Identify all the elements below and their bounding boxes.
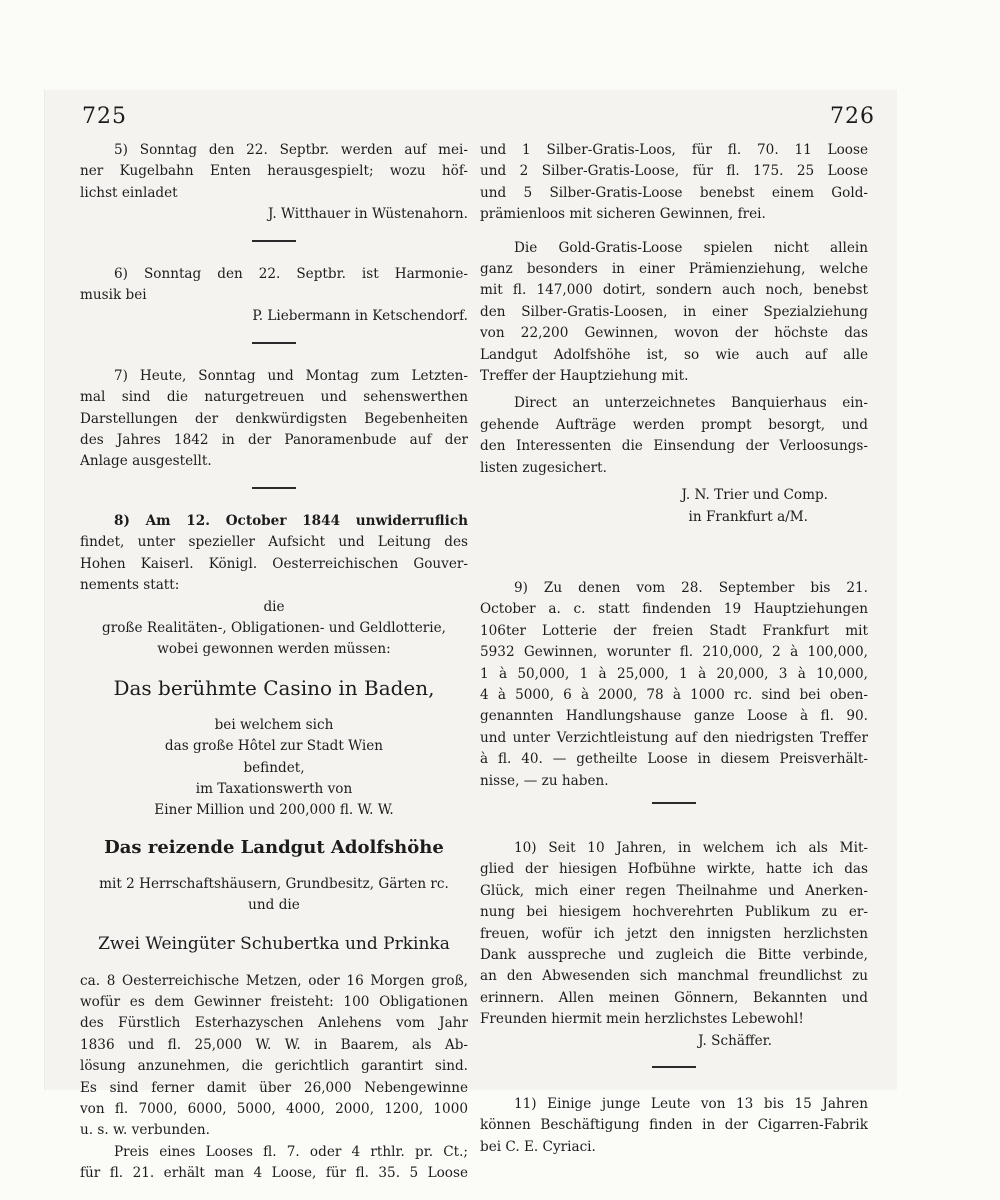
ad-line: und unter Verzichtleistung auf den niedrigsten Treffer <box>480 729 868 746</box>
ad-line: freuen, wofür ich jetzt den innigsten herzlichsten <box>480 925 868 942</box>
advertisement-5 <box>80 140 468 226</box>
advertiser-signature: J. Witthauer in Wüstenahorn. <box>268 206 468 223</box>
separator-rule <box>652 1066 696 1068</box>
ad-line: 9) Zu denen vom 28. September bis 21. <box>514 579 868 596</box>
ad-line: 8) Am 12. October 1844 unwiderruflich <box>114 512 468 529</box>
ad-line: und 2 Silber-Gratis-Loose, für fl. 175. 25 Loose <box>480 163 868 180</box>
ad-line: à fl. 40. — getheilte Loose in diesem Preisverhält- <box>480 751 868 768</box>
advertiser-signature: J. Schäffer. <box>698 1032 772 1049</box>
ad-line: können Beschäftigung finden in der Cigarren-Fabrik <box>480 1117 868 1134</box>
ad-line: Einer Million und 200,000 fl. W. W. <box>154 802 394 819</box>
ad-line: große Realitäten-, Obligationen- und Geldlotterie, <box>102 619 446 636</box>
ad-line: 11) Einige junge Leute von 13 bis 15 Jahren <box>514 1096 868 1113</box>
ad-line: 106ter Lotterie der freien Stadt Frankfurt mit <box>480 622 868 639</box>
ad-line: mal sind die naturgetreuen und sehenswerthen <box>80 389 468 406</box>
advertiser-signature: J. N. Trier und Comp. <box>681 487 828 504</box>
ad-line: Die Gold-Gratis-Loose spielen nicht allein <box>514 239 868 256</box>
ad-line: bei welchem sich <box>214 716 334 733</box>
right-column <box>480 140 868 1158</box>
advertisement-8-continued <box>480 140 868 528</box>
ad-line: den Silber-Gratis-Loosen, in einer Spezialziehung <box>480 303 868 320</box>
ad-line: den Interessenten die Einsendung der Verloosungs- <box>480 438 868 455</box>
separator-rule <box>652 802 696 804</box>
ad-line: für fl. 21. erhält man 4 Loose, für fl. 35. 5 Loose <box>80 1165 468 1182</box>
advertisement-6 <box>80 264 468 328</box>
ad-line: Glück, mich einer regen Theilnahme und Anerken- <box>480 882 868 899</box>
ad-line: 7) Heute, Sonntag und Montag zum Letzten- <box>114 367 468 384</box>
casino-headline: Das berühmte Casino in Baden, <box>113 675 435 700</box>
ad-line: lösung anzunehmen, die gerichtlich garantirt sind. <box>80 1058 468 1075</box>
ad-line: Landgut Adolfshöhe ist, so wie auch auf alle <box>480 346 868 363</box>
ad-line: die <box>263 598 285 615</box>
ad-line: des Fürstlich Esterhazyschen Anlehens vom Jahr <box>80 1015 468 1032</box>
left-column <box>80 140 468 1185</box>
ad-line: mit fl. 147,000 dotirt, sondern auch noch, benebst <box>480 282 868 299</box>
ad-line: 10) Seit 10 Jahren, in welchem ich als Mit- <box>514 839 868 856</box>
ad-line: October a. c. statt findenden 19 Hauptziehungen <box>480 601 868 618</box>
ad-line: 5) Sonntag den 22. Septbr. werden auf mei- <box>114 142 468 158</box>
ad-line: nung bei hiesigem hochverehrten Publikum zu er- <box>480 904 868 921</box>
ad-line: wobei gewonnen werden müssen: <box>157 641 391 658</box>
ad-line: von 22,200 Gewinnen, wovon der höchste das <box>480 325 868 342</box>
ad-line: Treffer der Hauptziehung mit. <box>480 368 689 385</box>
ad-line: 5932 Gewinnen, worunter fl. 210,000, 2 à 100,000, <box>480 644 868 661</box>
page-number-left: 725 <box>82 104 127 129</box>
ad-line: lichst einladet <box>80 184 178 201</box>
advertisement-9 <box>480 578 868 792</box>
ad-line: prämienloos mit sicheren Gewinnen, frei. <box>480 206 766 223</box>
landgut-headline: Das reizende Landgut Adolfshöhe <box>104 836 444 858</box>
ad-line: Preis eines Looses fl. 7. oder 4 rthlr. pr. Ct.; <box>114 1143 468 1160</box>
ad-line: 6) Sonntag den 22. Septbr. ist Harmonie- <box>114 265 468 282</box>
ad-line: ner Kugelbahn Enten herausgespielt; wozu höf- <box>80 163 468 180</box>
ad-line: musik bei <box>80 287 147 304</box>
ad-line: Hohen Kaiserl. Königl. Oesterreichischen Gouver- <box>80 555 468 572</box>
ad-line: das große Hôtel zur Stadt Wien <box>164 738 384 755</box>
weingueter-headline: Zwei Weingüter Schubertka und Prkinka <box>98 933 450 954</box>
ad-line: Darstellungen der denkwürdigsten Begebenheiten <box>80 410 468 427</box>
ad-line: genannten Handlungshause ganze Loose à fl. 90. <box>480 708 868 725</box>
ad-line: Direct an unterzeichnetes Banquierhaus ein- <box>514 395 868 412</box>
ad-line: Freunden hiermit mein herzlichstes Lebewohl! <box>480 1011 804 1028</box>
advertisement-11 <box>480 1094 868 1158</box>
separator-rule <box>252 240 296 242</box>
ad-line: wofür es dem Gewinner freisteht: 100 Obligationen <box>80 993 468 1010</box>
ad-line: befindet, <box>243 759 305 776</box>
ad-line: und die <box>248 897 300 914</box>
ad-line: listen zugesichert. <box>480 459 607 476</box>
ad-line: 1 à 50,000, 1 à 25,000, 1 à 20,000, 3 à 10,000, <box>480 665 868 682</box>
ad-line: ca. 8 Oesterreichische Metzen, oder 16 Morgen groß, <box>80 972 468 989</box>
ad-line: mit 2 Herrschaftshäusern, Grundbesitz, Gärten rc. <box>99 875 449 892</box>
ad-line: Dank ausspreche und zugleich die Bitte verbinde, <box>480 947 868 963</box>
page-number-right: 726 <box>830 104 875 129</box>
ad-line: bei C. E. Cyriaci. <box>480 1138 596 1155</box>
advertisement-8 <box>80 511 468 1185</box>
ad-line: und 1 Silber-Gratis-Loos, für fl. 70. 11 Loose <box>480 142 868 158</box>
ad-line: u. s. w. verbunden. <box>80 1122 210 1139</box>
ad-line: Anlage ausgestellt. <box>80 453 212 470</box>
ad-line: gehende Aufträge werden prompt besorgt, und <box>480 416 868 433</box>
advertisement-7 <box>80 366 468 473</box>
ad-line: an den Abwesenden sich manchmal freundlichst zu <box>480 968 868 985</box>
ad-line: nisse, — zu haben. <box>480 772 609 789</box>
ad-line: 1836 und fl. 25,000 W. W. in Baarem, als Ab- <box>80 1036 468 1053</box>
ad-line: erinnern. Allen meinen Gönnern, Bekannten und <box>480 989 868 1006</box>
ad-line: 4 à 5000, 6 à 2000, 78 à 1000 rc. sind bei oben- <box>480 686 868 703</box>
ad-line: Es sind ferner damit über 26,000 Nebengewinne <box>80 1079 468 1096</box>
ad-line: im Taxationswerth von <box>195 780 353 797</box>
ad-line: nements statt: <box>80 577 180 594</box>
ad-line: glied der hiesigen Hofbühne wirkte, hatte ich das <box>480 861 868 878</box>
ad-line: des Jahres 1842 in der Panoramenbude auf der <box>80 432 468 449</box>
advertiser-signature: P. Liebermann in Ketschendorf. <box>252 308 468 325</box>
separator-rule <box>252 487 296 489</box>
ad-line: und 5 Silber-Gratis-Loose benebst einem Gold- <box>480 184 868 201</box>
advertiser-location: in Frankfurt a/M. <box>688 508 808 525</box>
separator-rule <box>252 342 296 344</box>
advertisement-10 <box>480 838 868 1052</box>
ad-line: von fl. 7000, 6000, 5000, 4000, 2000, 1200, 1000 <box>80 1101 468 1117</box>
ad-line: ganz besonders in einer Prämienziehung, welche <box>480 261 868 278</box>
ad-line: findet, unter spezieller Aufsicht und Leitung des <box>80 534 468 551</box>
